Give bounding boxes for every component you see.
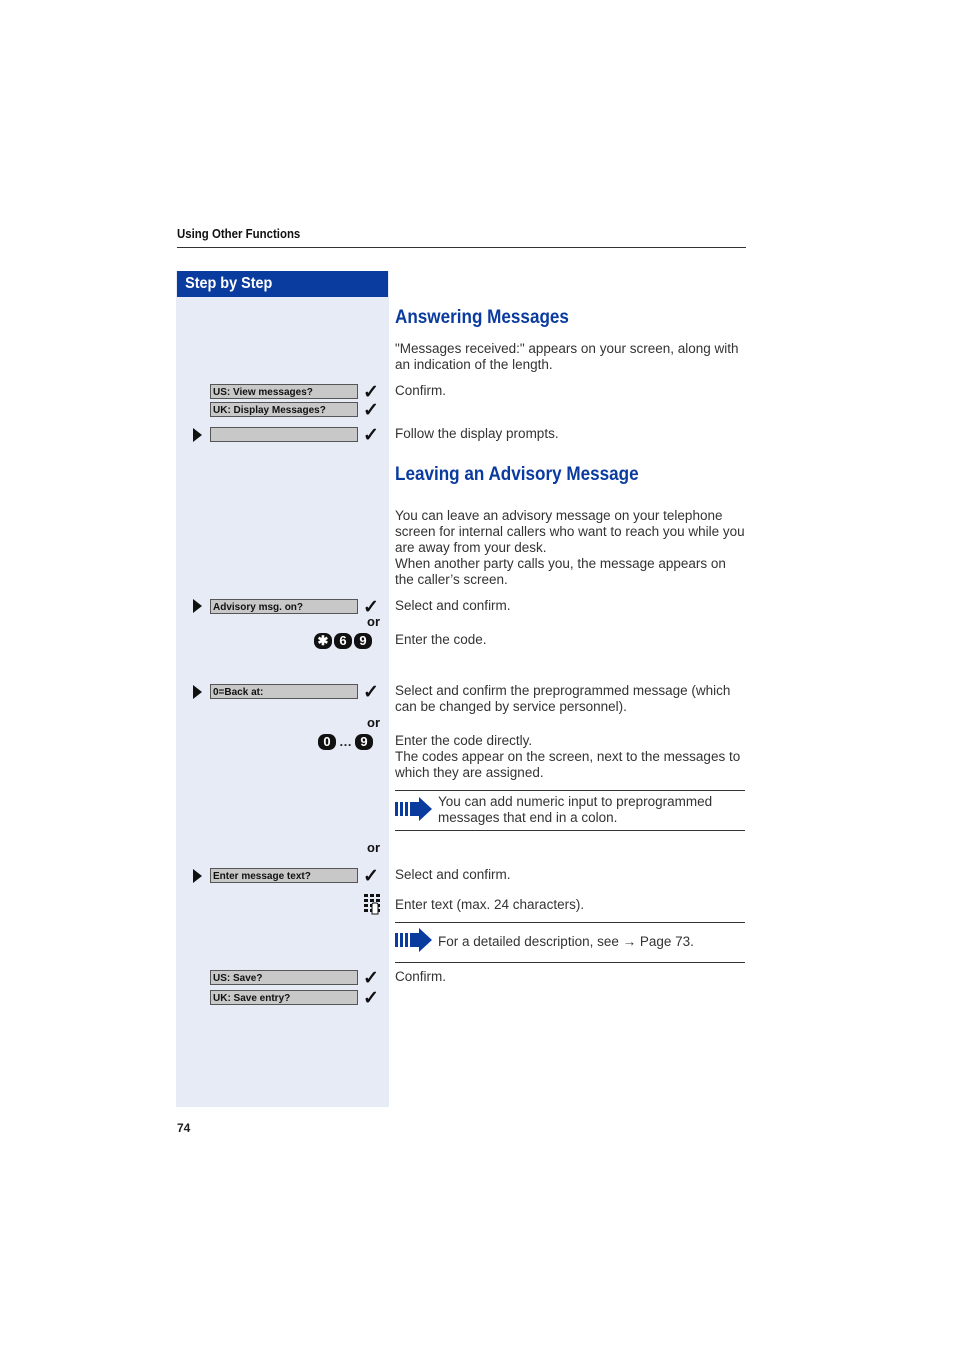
key-6-icon: 6 (334, 633, 352, 649)
checkmark-icon: ✓ (363, 425, 379, 446)
note-page-reference[interactable]: For a detailed description, see → Page 73. (438, 934, 694, 949)
advisory-enter-code: Enter the code. (395, 632, 487, 647)
advisory-select-confirm: Select and confirm. (395, 598, 511, 613)
key-0-icon: 0 (318, 734, 336, 750)
note-arrow-icon (395, 796, 433, 822)
scroll-arrow-icon (193, 869, 202, 883)
checkmark-icon: ✓ (363, 988, 379, 1009)
page-number: 74 (177, 1121, 191, 1135)
display-us-view-messages: US: View messages? (210, 384, 358, 399)
checkmark-icon: ✓ (363, 597, 379, 618)
answering-follow: Follow the display prompts. (395, 426, 559, 441)
scroll-arrow-icon (193, 599, 202, 613)
heading-answering-messages: Answering Messages (395, 307, 569, 328)
scroll-arrow-icon (193, 685, 202, 699)
advisory-intro-2: When another party calls you, the message appears on the caller’s screen. (395, 556, 726, 587)
key-9-icon: 9 (354, 633, 372, 649)
or-label: or (367, 715, 380, 730)
advisory-select-confirm-2: Select and confirm. (395, 867, 511, 882)
display-back-at: 0=Back at: (210, 684, 358, 699)
display-blank (210, 427, 358, 442)
display-uk-save-entry: UK: Save entry? (210, 990, 358, 1005)
ellipsis-text: … (339, 734, 352, 750)
key-9-icon: 9 (355, 734, 373, 750)
code-keys-star-6-9 (314, 632, 372, 650)
answering-confirm: Confirm. (395, 383, 447, 398)
note-divider (395, 790, 745, 791)
note-divider (395, 830, 745, 831)
step-by-step-title: Step by Step (185, 275, 273, 292)
step-by-step-heading (177, 271, 388, 297)
answering-intro: "Messages received:" appears on your screen, along with an indication of the length. (395, 341, 739, 372)
checkmark-icon: ✓ (363, 682, 379, 703)
checkmark-icon: ✓ (363, 400, 379, 421)
note-divider (395, 962, 745, 963)
display-uk-display-messages: UK: Display Messages? (210, 402, 358, 417)
advisory-intro-1: You can leave an advisory message on your telephone screen for internal callers who want to reach you while you are away from your desk. (395, 508, 745, 555)
or-label: or (367, 614, 380, 629)
display-enter-message-text: Enter message text? (210, 868, 358, 883)
code-keys-0-to-9 (318, 733, 373, 751)
checkmark-icon: ✓ (363, 968, 379, 989)
advisory-enter-direct-2: The codes appear on the screen, next to the messages to which they are assigned. (395, 749, 741, 780)
checkmark-icon: ✓ (363, 866, 379, 887)
note-arrow-icon (395, 927, 433, 953)
display-us-save: US: Save? (210, 970, 358, 985)
heading-advisory-message: Leaving an Advisory Message (395, 464, 639, 485)
note-numeric-input: You can add numeric input to preprogrammed messages that end in a colon. (438, 794, 713, 825)
keypad-icon (363, 893, 381, 915)
checkmark-icon: ✓ (363, 382, 379, 403)
advisory-enter-text: Enter text (max. 24 characters). (395, 897, 585, 912)
header-divider (177, 247, 746, 248)
running-header: Using Other Functions (177, 226, 301, 241)
star-key-icon: ✱ (314, 633, 332, 649)
advisory-confirm: Confirm. (395, 969, 447, 984)
advisory-enter-direct-1: Enter the code directly. (395, 733, 533, 748)
scroll-arrow-icon (193, 428, 202, 442)
note-divider (395, 922, 745, 923)
display-advisory-msg-on: Advisory msg. on? (210, 599, 358, 614)
or-label: or (367, 840, 380, 855)
advisory-select-preprogrammed: Select and confirm the preprogrammed message (which can be changed by service personnel). (395, 683, 731, 714)
